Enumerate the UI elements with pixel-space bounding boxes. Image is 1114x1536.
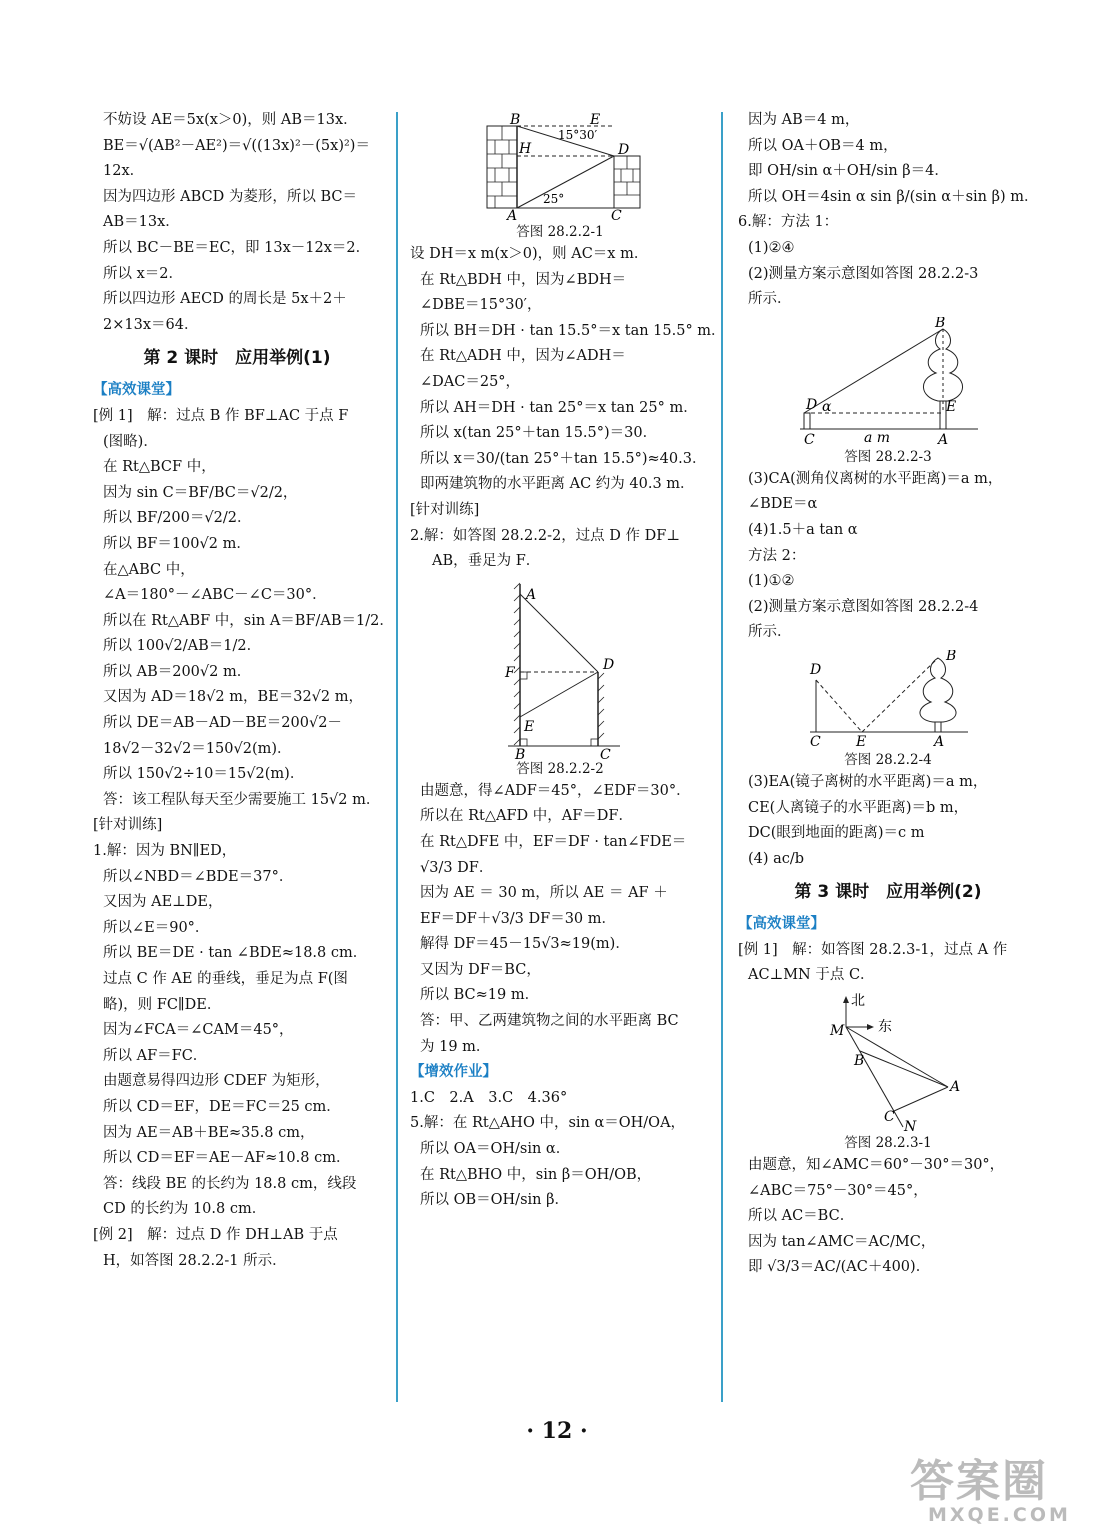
text-line: 所以在 Rt△ABF 中，sin A＝BF/AB＝1/2． [103, 612, 394, 629]
text-line: √3/3 DF． [420, 859, 494, 876]
text-line: AC⊥MN 于点 C． [748, 967, 875, 984]
text-line: 因为 AB＝4 m， [748, 112, 860, 128]
text-line: ∠BDE＝α [748, 496, 818, 513]
text-line: 为 19 m． [420, 1038, 491, 1055]
figure-28-2-2-1 [410, 112, 710, 222]
label-B: B [946, 649, 957, 664]
text-line: (3)EA(镜子离树的水平距离)＝a m， [748, 773, 988, 790]
text-line: 解得 DF＝45－15√3≈19(m)． [420, 936, 630, 953]
label-east: 东 [878, 1019, 892, 1036]
angle-label: 25° [543, 192, 565, 206]
text-line: AB＝13x． [103, 214, 180, 231]
watermark-top: 答案圈 [910, 1456, 1048, 1507]
text-line: 所以 BH＝DH · tan 15.5°＝x tan 15.5° m． [420, 322, 726, 339]
text-line: 所以 OA＋OB＝4 m， [748, 137, 898, 154]
label-D: D [806, 396, 818, 413]
label-C: C [600, 746, 611, 759]
text-line: 2×13x＝64． [103, 316, 199, 333]
text-line: DC(眼到地面的距离)＝c m [748, 825, 925, 842]
text-line: AB，垂足为 F． [432, 553, 541, 570]
text-line: [针对训练] [410, 501, 480, 518]
text-line: [例 2] 解：过点 D 作 DH⊥AB 于点 [93, 1226, 338, 1243]
text-line: 因为四边形 ABCD 为菱形，所以 BC＝ [103, 188, 357, 205]
text-line: (4)1.5＋a tan α [748, 521, 858, 538]
text-line: 所以 150√2÷10＝15√2(m)． [103, 766, 305, 783]
text-line: 答：甲、乙两建筑物之间的水平距离 BC [420, 1013, 679, 1030]
watermark-logo [910, 1456, 1100, 1532]
text-line: 6.解：方法 1： [738, 214, 839, 231]
label-D: D [618, 142, 630, 158]
section-title: 第 3 课时 应用举例(2) [794, 882, 982, 903]
figure-28-2-2-2 [410, 579, 710, 759]
text-line: 所以 DE＝AB－AD－BE＝200√2－ [103, 715, 342, 732]
label-A: A [934, 733, 945, 750]
label-F: F [505, 664, 515, 681]
text-line: (2)测量方案示意图如答图 28.2.2-4 [748, 598, 979, 615]
text-line: 所以 BC≈19 m． [420, 987, 540, 1004]
text-line: 答：该工程队每天至少需要施工 15√2 m． [103, 791, 381, 808]
text-line: 因为 AE ＝ 30 m，所以 AE ＝ AF ＋ [420, 885, 668, 902]
text-line: 所以 BF＝100√2 m． [103, 535, 251, 552]
text-line: 在 Rt△BDH 中，因为∠BDH＝ [420, 271, 627, 288]
text-line: 所以 OA＝OH/sin α． [420, 1141, 571, 1158]
label-A: A [507, 208, 518, 222]
label-A: A [938, 431, 949, 447]
text-line: 所以 BF/200＝√2/2． [103, 510, 252, 527]
text-line: (4) ac/b [748, 850, 805, 867]
text-line: 在 Rt△BCF 中， [103, 459, 216, 476]
column-divider-2 [721, 112, 723, 1402]
label-alpha: α [822, 398, 832, 415]
text-line: 所以 OB＝OH/sin β． [420, 1192, 569, 1209]
section-badge: 【增效作业】 [410, 1064, 497, 1081]
text-line: CE(人离镜子的水平距离)＝b m， [748, 799, 969, 816]
label-D: D [810, 661, 822, 678]
text-line: 所以 AB＝200√2 m． [103, 663, 252, 680]
text-line: 在 Rt△ADH 中，因为∠ADH＝ [420, 348, 626, 365]
label-N: N [904, 1119, 917, 1134]
column-2 [410, 108, 726, 1214]
text-line: 5.解：在 Rt△AHO 中，sin α＝OH/OA， [410, 1115, 686, 1132]
text-line: 1.C 2.A 3.C 4.36° [410, 1089, 568, 1106]
text-line: H，如答图 28.2.2-1 所示． [103, 1252, 287, 1269]
text-line: 由题意易得四边形 CDEF 为矩形， [103, 1073, 330, 1090]
text-line: 所示． [748, 291, 792, 308]
figure-28-2-2-4 [738, 650, 1038, 750]
figure-caption: 答图 28.2.2-3 [844, 448, 932, 465]
text-line: 在△ABC 中， [103, 561, 195, 578]
text-line: 所以 x＝2． [103, 265, 184, 282]
text-line: ∠A＝180°－∠ABC－∠C＝30°． [103, 587, 327, 604]
text-line: 又因为 DF＝BC， [420, 961, 541, 978]
column-1 [93, 108, 394, 1274]
text-line: 略)，则 FC∥DE． [103, 996, 222, 1013]
label-B: B [515, 746, 526, 759]
text-line: (1)②④ [748, 239, 795, 256]
text-line: (3)CA(测角仪离树的水平距离)＝a m， [748, 470, 1003, 487]
label-C: C [810, 733, 821, 750]
label-A: A [526, 586, 537, 603]
text-line: 因为 sin C＝BF/BC＝√2/2， [103, 484, 298, 501]
text-line: 不妨设 AE＝5x(x＞0)，则 AB＝13x． [103, 112, 358, 128]
text-line: 因为∠FCA＝∠CAM＝45°， [103, 1022, 294, 1039]
text-line: 所以四边形 AECD 的周长是 5x＋2＋ [103, 291, 347, 308]
section-badge: 【高效课堂】 [738, 916, 825, 933]
text-line: ∠ABC＝75°－30°＝45°， [748, 1182, 928, 1199]
label-C: C [804, 431, 815, 447]
text-line: 所以 AC＝BC． [748, 1208, 855, 1225]
figure-caption: 答图 28.2.2-1 [516, 224, 604, 240]
text-line: 所以 AH＝DH · tan 25°＝x tan 25° m． [420, 399, 698, 416]
text-line: 所以∠E＝90°． [103, 919, 210, 936]
figure-28-2-3-1 [738, 993, 1038, 1133]
angle-label: 15°30′ [558, 128, 598, 142]
text-line: 所以 x＝30/(tan 25°＋tan 15.5°)≈40.3． [420, 450, 707, 467]
label-C: C [611, 208, 622, 222]
text-line: 所以∠NBD＝∠BDE＝37°． [103, 868, 294, 885]
text-line: 即两建筑物的水平距离 AC 约为 40.3 m． [420, 476, 695, 493]
text-line: ∠DAC＝25°， [420, 373, 521, 390]
text-line: (图略)． [103, 433, 158, 450]
text-line: 答：线段 BE 的长约为 18.8 cm，线段 [103, 1175, 357, 1192]
label-E: E [946, 398, 957, 415]
page-number: · 12 · [526, 1418, 588, 1444]
text-line: 1.解：因为 BN∥ED， [93, 843, 237, 860]
label-north: 北 [851, 993, 865, 1010]
text-line: [例 1] 解：过点 B 作 BF⊥AC 于点 F [93, 407, 349, 424]
figure-caption: 答图 28.2.2-2 [516, 760, 604, 777]
text-line: 所以 CD＝EF＝AE－AF≈10.8 cm． [103, 1150, 351, 1167]
text-line: 所示． [748, 624, 792, 641]
text-line: [例 1] 解：如答图 28.2.3-1，过点 A 作 [738, 941, 1008, 958]
text-line: 由题意，得∠ADF＝45°，∠EDF＝30°． [420, 782, 691, 799]
text-line: 过点 C 作 AE 的垂线，垂足为点 F(图 [103, 971, 348, 987]
text-line: 所以在 Rt△AFD 中，AF＝DF． [420, 808, 633, 825]
text-line: 所以 x(tan 25°＋tan 15.5°)＝30． [420, 425, 658, 442]
text-line: 在 Rt△BHO 中，sin β＝OH/OB， [420, 1166, 652, 1183]
text-line: ∠DBE＝15°30′， [420, 297, 542, 314]
section-title: 第 2 课时 应用举例(1) [143, 348, 331, 369]
label-B: B [935, 316, 946, 331]
column-divider-1 [396, 112, 398, 1402]
text-line: 又因为 AD＝18√2 m，BE＝32√2 m， [103, 689, 363, 706]
text-line: [针对训练] [93, 817, 163, 834]
text-line: 因为 AE＝AB＋BE≈35.8 cm， [103, 1124, 315, 1141]
text-line: EF＝DF＋√3/3 DF＝30 m． [420, 910, 617, 927]
label-H: H [519, 141, 532, 157]
column-3 [738, 108, 1038, 1281]
text-line: CD 的长约为 10.8 cm． [103, 1201, 267, 1218]
label-B: B [854, 1053, 865, 1070]
label-D: D [603, 656, 615, 673]
text-line: 所以 BE＝DE · tan ∠BDE≈18.8 cm． [103, 945, 368, 962]
label-E: E [856, 733, 867, 750]
section-badge: 【高效课堂】 [93, 382, 180, 399]
text-line: 所以 AF＝FC． [103, 1047, 208, 1064]
text-line: 在 Rt△DFE 中，EF＝DF · tan∠FDE＝ [420, 833, 687, 850]
text-line: 所以 OH＝4sin α sin β/(sin α＋sin β) m． [748, 188, 1039, 205]
label-B: B [510, 112, 521, 128]
text-line: 设 DH＝x m(x＞0)，则 AC＝x m． [410, 246, 649, 262]
text-line: 即 √3/3＝AC/(AC＋400)． [748, 1259, 931, 1276]
text-line: (2)测量方案示意图如答图 28.2.2-3 [748, 265, 979, 282]
text-line: 又因为 AE⊥DE， [103, 894, 223, 911]
text-line: 所以 CD＝EF，DE＝FC＝25 cm． [103, 1098, 341, 1115]
text-line: 12x． [103, 163, 145, 180]
label-E: E [524, 718, 535, 735]
figure-28-2-2-3 [738, 317, 1038, 447]
label-A: A [950, 1079, 961, 1096]
text-line: 18√2－32√2＝150√2(m)． [103, 740, 292, 757]
text-line: 方法 2： [748, 547, 806, 564]
text-line: 由题意，知∠AMC＝60°－30°＝30°， [748, 1157, 1005, 1174]
label-C: C [884, 1109, 895, 1126]
text-line: 2.解：如答图 28.2.2-2，过点 D 作 DF⊥ [410, 527, 680, 544]
text-line: 因为 tan∠AMC＝AC/MC， [748, 1233, 936, 1250]
label-am: a m [864, 429, 891, 446]
label-M: M [830, 1023, 845, 1040]
text-line: 即 OH/sin α＋OH/sin β＝4． [748, 163, 949, 180]
figure-caption: 答图 28.2.3-1 [844, 1135, 932, 1152]
text-line: BE＝√(AB²－AE²)＝√((13x)²－(5x)²)＝ [103, 137, 370, 154]
text-line: 所以 BC－BE＝EC，即 13x－12x＝2． [103, 239, 371, 256]
watermark-bottom: MXQE.COM [928, 1504, 1071, 1526]
text-line: 所以 100√2/AB＝1/2． [103, 638, 262, 655]
figure-caption: 答图 28.2.2-4 [844, 751, 932, 768]
text-line: (1)①② [748, 573, 795, 590]
label-E: E [590, 112, 601, 128]
